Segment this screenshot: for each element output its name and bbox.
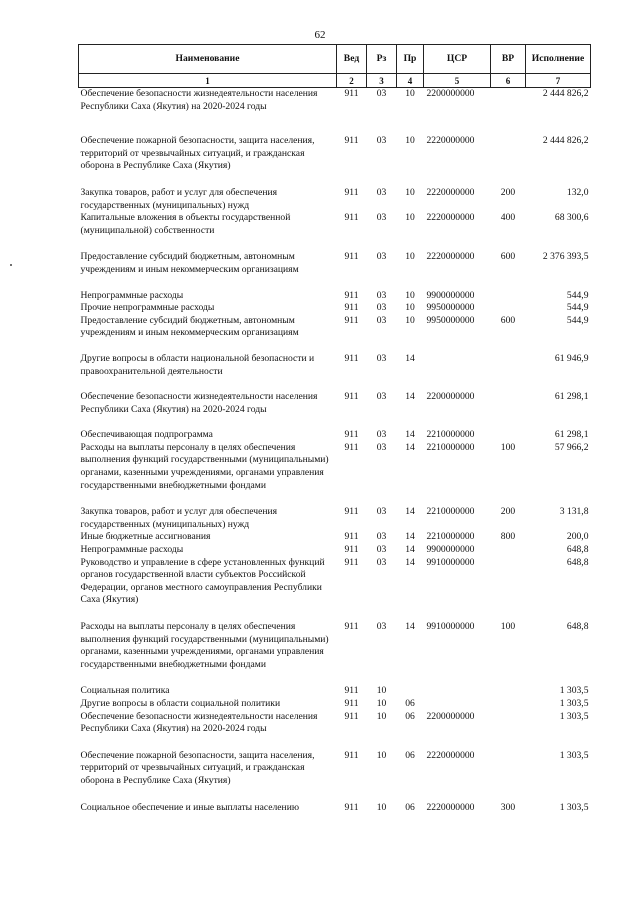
- cell-pr: 06: [405, 697, 415, 709]
- table-row: [79, 353, 591, 378]
- cell-vr: [491, 290, 526, 303]
- row-spacer: [79, 607, 591, 621]
- index-cell: 1: [79, 74, 337, 88]
- cell-amount: 57 966,2: [554, 441, 589, 453]
- cell-amount: 61 946,9: [554, 352, 589, 364]
- table-row: [79, 621, 591, 671]
- table-row: [79, 302, 591, 315]
- cell-ved: 911: [344, 621, 359, 632]
- cell-ved: 911: [344, 685, 359, 697]
- cell-ved: 911: [344, 314, 359, 326]
- cell-amount: 2 376 393,5: [542, 251, 589, 263]
- cell-pr: 06: [405, 801, 415, 813]
- row-spacer: [79, 237, 591, 251]
- cell-pr: 14: [405, 506, 415, 518]
- cell-name: Обеспечение пожарной безопасности, защита населения, территорий от чрезвычайных ситуаций, и гражданская оборона в Республике Саха (Якутия): [80, 135, 315, 172]
- cell-ved: 911: [344, 531, 359, 543]
- table-row: [79, 802, 591, 815]
- table-row: [79, 290, 591, 303]
- cell-vr: [491, 353, 526, 378]
- cell-csr: 9900000000: [426, 544, 475, 556]
- cell-csr: 9910000000: [426, 621, 475, 632]
- index-cell: 6: [491, 74, 526, 88]
- row-spacer: [79, 736, 591, 750]
- cell-csr: 2200000000: [426, 391, 475, 403]
- cell-amount: 648,8: [566, 621, 589, 632]
- cell-csr: 9950000000: [426, 302, 475, 314]
- cell-name: Другие вопросы в области социальной политики: [80, 697, 281, 709]
- cell-pr: [397, 685, 424, 698]
- cell-pr: 14: [405, 544, 415, 556]
- row-spacer: [79, 113, 591, 135]
- cell-csr: 2200000000: [426, 88, 475, 99]
- cell-rz: 10: [376, 685, 387, 697]
- cell-csr: 2210000000: [426, 429, 475, 441]
- cell-pr: 14: [405, 391, 415, 403]
- header-rz: Рз: [367, 45, 397, 74]
- cell-vr: [491, 135, 526, 173]
- cell-name: Обеспечение пожарной безопасности, защита населения, территорий от чрезвычайных ситуаций, и гражданская оборона в Республике Саха (Якутия): [80, 749, 315, 786]
- cell-csr: 2220000000: [426, 186, 475, 198]
- cell-amount: 648,8: [566, 556, 589, 568]
- cell-vr: [491, 391, 526, 416]
- row-spacer: [79, 173, 591, 187]
- header-csr: ЦСР: [424, 45, 491, 74]
- cell-ved: 911: [344, 441, 359, 453]
- cell-vr: [491, 544, 526, 557]
- cell-pr: 14: [405, 621, 415, 632]
- cell-amount: 200,0: [566, 531, 589, 543]
- cell-csr: [424, 685, 491, 698]
- cell-pr: 10: [405, 88, 415, 99]
- cell-ved: 911: [344, 88, 359, 99]
- cell-vr: [491, 557, 526, 607]
- budget-table: [78, 44, 591, 814]
- cell-vr: 800: [500, 531, 516, 543]
- cell-rz: 03: [376, 429, 387, 441]
- cell-name: Прочие непрограммные расходы: [80, 302, 215, 314]
- cell-vr: 200: [500, 186, 516, 198]
- cell-pr: 10: [405, 212, 415, 224]
- cell-name: Предоставление субсидий бюджетным, автономным учреждениям и иным некоммерческим организациям: [80, 251, 299, 275]
- cell-ved: 911: [344, 556, 359, 568]
- cell-amount: 1 303,5: [559, 685, 589, 697]
- cell-vr: 300: [500, 801, 516, 813]
- cell-amount: 2 444 826,2: [542, 135, 589, 147]
- cell-rz: 03: [376, 289, 387, 301]
- cell-rz: 03: [376, 441, 387, 453]
- header-exec: Исполнение: [526, 45, 591, 74]
- cell-name: Иные бюджетные ассигнования: [80, 531, 211, 543]
- cell-ved: 911: [344, 251, 359, 263]
- table-row: [79, 531, 591, 544]
- cell-rz: 03: [376, 391, 387, 403]
- table-row: [79, 429, 591, 442]
- cell-amount: 544,9: [566, 302, 589, 314]
- cell-csr: 2220000000: [426, 749, 475, 761]
- cell-csr: 2210000000: [426, 506, 475, 518]
- budget-table-container: [78, 44, 590, 814]
- cell-csr: 2220000000: [426, 251, 475, 263]
- cell-pr: 14: [405, 556, 415, 568]
- cell-ved: 911: [344, 212, 359, 224]
- cell-amount: 1 303,5: [559, 710, 589, 722]
- table-row: [79, 544, 591, 557]
- cell-csr: 9950000000: [426, 314, 475, 326]
- cell-amount: 1 303,5: [559, 801, 589, 813]
- cell-pr: 06: [405, 749, 415, 761]
- cell-amount: 1 303,5: [559, 697, 589, 709]
- cell-csr: 2200000000: [426, 710, 475, 722]
- cell-name: Другие вопросы в области национальной безопасности и правоохранительной деятельности: [80, 352, 315, 377]
- cell-pr: 14: [405, 531, 415, 543]
- index-cell: 5: [424, 74, 491, 88]
- cell-amount: 68 300,6: [554, 212, 589, 224]
- cell-pr: 10: [405, 135, 415, 147]
- table-row: [79, 251, 591, 276]
- cell-rz: 10: [376, 710, 387, 722]
- index-cell: 7: [526, 74, 591, 88]
- cell-amount: 1 303,5: [559, 749, 589, 761]
- cell-pr: 14: [405, 352, 415, 364]
- cell-ved: 911: [344, 749, 359, 761]
- cell-vr: 600: [500, 251, 516, 263]
- cell-name: Обеспечивающая подпрограмма: [80, 429, 213, 441]
- cell-pr: 10: [405, 251, 415, 263]
- cell-pr: 10: [405, 314, 415, 326]
- cell-csr: [424, 353, 491, 378]
- cell-vr: [491, 698, 526, 711]
- cell-csr: 2210000000: [426, 531, 475, 543]
- cell-rz: 03: [376, 314, 387, 326]
- table-row: [79, 711, 591, 736]
- cell-rz: 03: [376, 212, 387, 224]
- row-spacer: [79, 340, 591, 353]
- cell-amount: 2 444 826,2: [542, 88, 589, 99]
- header-ved: Вед: [337, 45, 367, 74]
- cell-rz: 03: [376, 531, 387, 543]
- cell-ved: 911: [344, 186, 359, 198]
- cell-rz: 03: [376, 186, 387, 198]
- cell-ved: 911: [344, 801, 359, 813]
- table-row: [79, 212, 591, 237]
- cell-name: Руководство и управление в сфере установленных функций органов государственной власти субъектов Российской Федерации, органов местного самоуправления Республики Саха (Якутия): [80, 556, 325, 606]
- cell-name: Обеспечение безопасности жизнедеятельности населения Республики Саха (Якутия) на 2020-2024 годы: [80, 88, 318, 112]
- cell-name: Непрограммные расходы: [80, 289, 184, 301]
- cell-name: Расходы на выплаты персоналу в целях обеспечения выполнения функций государственными (муниципальными) органами, казенными учреждениями, органами управления государственными внебюджетными фондами: [80, 621, 329, 670]
- header-pr: Пр: [397, 45, 424, 74]
- index-cell: 3: [367, 74, 397, 88]
- table-row: [79, 391, 591, 416]
- cell-csr: 2220000000: [426, 801, 475, 813]
- cell-rz: 03: [376, 506, 387, 518]
- cell-vr: [491, 685, 526, 698]
- cell-name: Обеспечение безопасности жизнедеятельности населения Республики Саха (Якутия) на 2020-2024 годы: [80, 710, 318, 735]
- scan-dot: [10, 264, 12, 266]
- cell-amount: 61 298,1: [554, 391, 589, 403]
- cell-vr: 200: [500, 506, 516, 518]
- cell-vr: [491, 302, 526, 315]
- table-row: [79, 750, 591, 788]
- cell-rz: 03: [376, 251, 387, 263]
- cell-rz: 03: [376, 302, 387, 314]
- row-spacer: [79, 277, 591, 290]
- cell-csr: 2210000000: [426, 441, 475, 453]
- table-body: [79, 88, 591, 815]
- cell-rz: 10: [376, 801, 387, 813]
- cell-vr: 400: [500, 212, 516, 224]
- cell-rz: 03: [376, 135, 387, 147]
- cell-rz: 10: [376, 697, 387, 709]
- cell-name: Социальная политика: [80, 685, 170, 697]
- cell-vr: [491, 88, 526, 114]
- table-row: [79, 557, 591, 607]
- cell-amount: 61 298,1: [554, 429, 589, 441]
- cell-name: Обеспечение безопасности жизнедеятельности населения Республики Саха (Якутия) на 2020-2024 годы: [80, 391, 318, 415]
- cell-rz: 03: [376, 621, 387, 632]
- index-cell: 2: [337, 74, 367, 88]
- cell-vr: [491, 750, 526, 788]
- cell-ved: 911: [344, 302, 359, 314]
- cell-pr: 14: [405, 429, 415, 441]
- cell-ved: 911: [344, 697, 359, 709]
- cell-ved: 911: [344, 289, 359, 301]
- cell-rz: 03: [376, 544, 387, 556]
- table-row: [79, 315, 591, 340]
- row-spacer: [79, 671, 591, 685]
- cell-vr: 100: [500, 441, 516, 453]
- table-row: [79, 506, 591, 531]
- cell-pr: 06: [405, 710, 415, 722]
- cell-vr: 600: [500, 314, 516, 326]
- cell-ved: 911: [344, 352, 359, 364]
- cell-name: Предоставление субсидий бюджетным, автономным учреждениям и иным некоммерческим организациям: [80, 314, 299, 339]
- cell-name: Расходы на выплаты персоналу в целях обеспечения выполнения функций государственными (муниципальными) органами, казенными учреждениями, органами управления государственными внебюджетными фондами: [80, 441, 329, 491]
- row-spacer: [79, 492, 591, 506]
- cell-vr: [491, 429, 526, 442]
- cell-pr: 10: [405, 186, 415, 198]
- cell-ved: 911: [344, 544, 359, 556]
- row-spacer: [79, 416, 591, 429]
- cell-ved: 911: [344, 135, 359, 147]
- header-vr: ВР: [491, 45, 526, 74]
- cell-name: Закупка товаров, работ и услуг для обеспечения государственных (муниципальных) нужд: [80, 186, 278, 211]
- header-name: Наименование: [79, 45, 337, 74]
- cell-amount: 544,9: [566, 289, 589, 301]
- cell-rz: 03: [376, 556, 387, 568]
- cell-name: Закупка товаров, работ и услуг для обеспечения государственных (муниципальных) нужд: [80, 506, 278, 530]
- cell-pr: 14: [405, 441, 415, 453]
- cell-amount: 544,9: [566, 314, 589, 326]
- table-row: [79, 88, 591, 114]
- table-header: [79, 45, 591, 88]
- cell-ved: 911: [344, 710, 359, 722]
- table-row: [79, 685, 591, 698]
- table-row: [79, 135, 591, 173]
- cell-pr: 10: [405, 289, 415, 301]
- index-cell: 4: [397, 74, 424, 88]
- cell-name: Непрограммные расходы: [80, 544, 184, 556]
- cell-amount: 3 131,8: [559, 506, 589, 518]
- table-row: [79, 698, 591, 711]
- cell-name: Социальное обеспечение и иные выплаты населению: [80, 801, 299, 813]
- cell-vr: [491, 711, 526, 736]
- cell-amount: 648,8: [566, 544, 589, 556]
- cell-amount: 132,0: [566, 186, 589, 198]
- cell-rz: 03: [376, 352, 387, 364]
- table-row: [79, 442, 591, 492]
- page-number: 62: [314, 29, 326, 41]
- cell-ved: 911: [344, 391, 359, 403]
- cell-csr: 9910000000: [426, 556, 475, 568]
- cell-vr: 100: [500, 621, 516, 632]
- cell-name: Капитальные вложения в объекты государственной (муниципальной) собственности: [80, 212, 291, 236]
- cell-ved: 911: [344, 429, 359, 441]
- table-row: [79, 187, 591, 212]
- cell-rz: 10: [376, 749, 387, 761]
- cell-csr: 9900000000: [426, 289, 475, 301]
- cell-pr: 10: [405, 302, 415, 314]
- row-spacer: [79, 378, 591, 391]
- cell-ved: 911: [344, 506, 359, 518]
- cell-csr: 2220000000: [426, 212, 475, 224]
- cell-rz: 03: [376, 88, 387, 99]
- cell-csr: 2220000000: [426, 135, 475, 147]
- cell-csr: [424, 698, 491, 711]
- row-spacer: [79, 788, 591, 802]
